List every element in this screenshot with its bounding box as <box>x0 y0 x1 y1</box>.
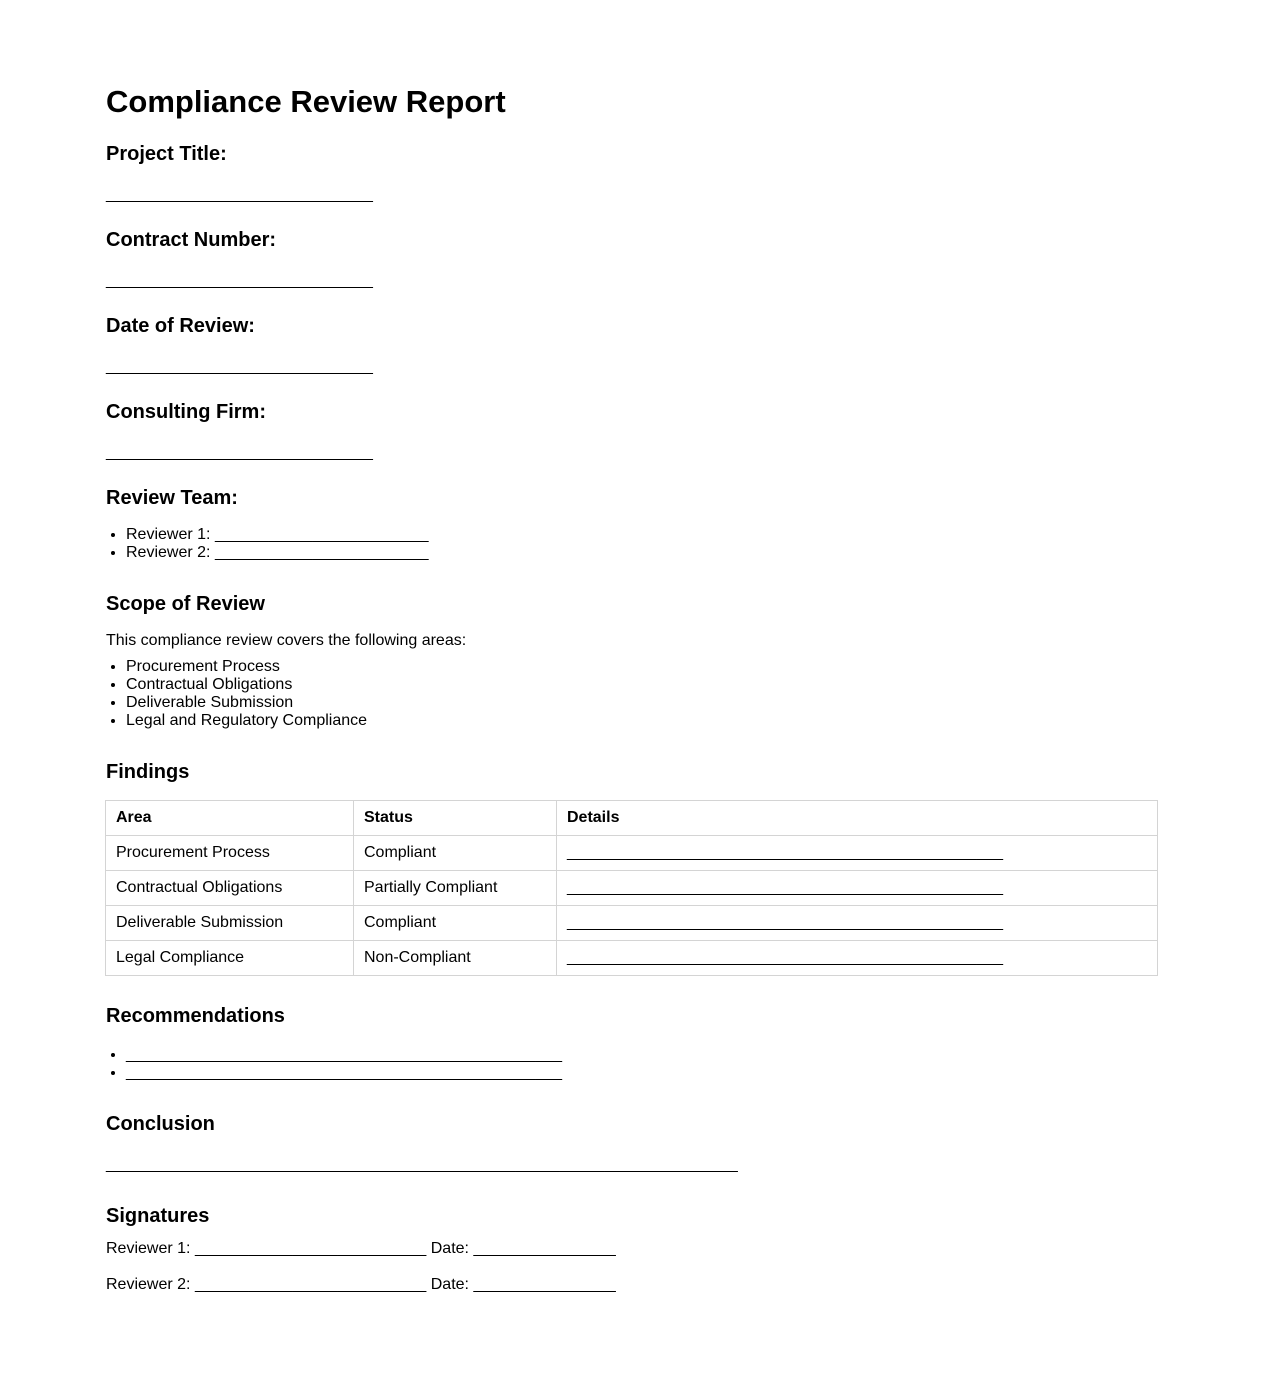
signature-row-reviewer-2 <box>106 1276 1158 1294</box>
recommendations-section <box>106 1004 1158 1082</box>
signature-blank[interactable]: __________________________ <box>194 1276 427 1293</box>
recommendations-heading: Recommendations <box>106 1005 285 1027</box>
date-of-review-label: Date of Review: <box>106 315 255 337</box>
cell-area: Procurement Process <box>106 836 354 871</box>
signature-row-reviewer-1 <box>106 1240 1158 1258</box>
signatures-section <box>106 1204 1158 1294</box>
findings-heading: Findings <box>106 761 190 783</box>
consulting-firm-field <box>106 400 1158 464</box>
signatures-heading: Signatures <box>106 1205 210 1227</box>
signature-label: Reviewer 1: <box>106 1240 191 1257</box>
reviewer-1-label: Reviewer 1: <box>126 526 211 543</box>
contract-number-label: Contract Number: <box>106 229 277 251</box>
contract-number-field <box>106 228 1158 292</box>
signature-label: Reviewer 2: <box>106 1276 191 1293</box>
table-header-row <box>106 801 1158 836</box>
project-title-blank[interactable]: ______________________________ <box>106 186 373 203</box>
review-team-section <box>106 486 1158 562</box>
scope-intro: This compliance review covers the following areas: <box>106 632 467 649</box>
reviewer-2-blank[interactable]: ________________________ <box>214 544 429 561</box>
cell-status: Partially Compliant <box>354 871 557 906</box>
table-row <box>106 871 1158 906</box>
findings-table <box>105 800 1158 976</box>
review-team-heading: Review Team: <box>106 487 238 509</box>
consulting-firm-label: Consulting Firm: <box>106 401 266 423</box>
conclusion-blank[interactable]: _______________________________________________________________________ <box>106 1156 738 1173</box>
recommendations-list <box>106 1046 1158 1082</box>
date-label: Date: <box>430 1276 469 1293</box>
date-blank[interactable]: ________________ <box>473 1276 616 1293</box>
review-team-list <box>106 526 1158 562</box>
scope-section <box>106 592 1158 730</box>
cell-status: Compliant <box>354 906 557 941</box>
consulting-firm-blank[interactable]: ______________________________ <box>106 444 373 461</box>
reviewer-2-label: Reviewer 2: <box>126 544 211 561</box>
findings-section <box>106 760 1158 976</box>
list-item: • Procurement Process <box>126 658 1158 676</box>
cell-status: Non-Compliant <box>354 941 557 976</box>
column-header-area: Area <box>106 801 354 836</box>
project-title-label: Project Title: <box>106 143 227 165</box>
scope-list <box>106 658 1158 730</box>
signature-blank[interactable]: __________________________ <box>194 1240 427 1257</box>
conclusion-heading: Conclusion <box>106 1113 215 1135</box>
list-item: • Legal and Regulatory Compliance <box>126 712 1158 730</box>
cell-details-blank[interactable]: _________________________________________________ <box>557 836 1158 871</box>
list-item <box>126 544 1158 562</box>
list-item: • Contractual Obligations <box>126 676 1158 694</box>
recommendation-blank[interactable]: • _________________________________________________ <box>126 1046 1158 1064</box>
date-blank[interactable]: ________________ <box>473 1240 616 1257</box>
cell-area: Legal Compliance <box>106 941 354 976</box>
project-title-field <box>106 142 1158 206</box>
cell-area: Contractual Obligations <box>106 871 354 906</box>
date-of-review-field <box>106 314 1158 378</box>
table-row <box>106 906 1158 941</box>
recommendation-blank[interactable]: • _________________________________________________ <box>126 1064 1158 1082</box>
list-item: • Deliverable Submission <box>126 694 1158 712</box>
cell-details-blank[interactable]: _________________________________________________ <box>557 871 1158 906</box>
column-header-details: Details <box>557 801 1158 836</box>
contract-number-blank[interactable]: ______________________________ <box>106 272 373 289</box>
cell-details-blank[interactable]: _________________________________________________ <box>557 941 1158 976</box>
reviewer-1-blank[interactable]: ________________________ <box>214 526 429 543</box>
scope-heading: Scope of Review <box>106 593 265 615</box>
table-row <box>106 941 1158 976</box>
conclusion-section <box>106 1112 1158 1174</box>
cell-status: Compliant <box>354 836 557 871</box>
table-row <box>106 836 1158 871</box>
page-title: Compliance Review Report <box>106 84 506 119</box>
cell-details-blank[interactable]: _________________________________________________ <box>557 906 1158 941</box>
cell-area: Deliverable Submission <box>106 906 354 941</box>
date-of-review-blank[interactable]: ______________________________ <box>106 358 373 375</box>
date-label: Date: <box>430 1240 469 1257</box>
column-header-status: Status <box>354 801 557 836</box>
list-item <box>126 526 1158 544</box>
